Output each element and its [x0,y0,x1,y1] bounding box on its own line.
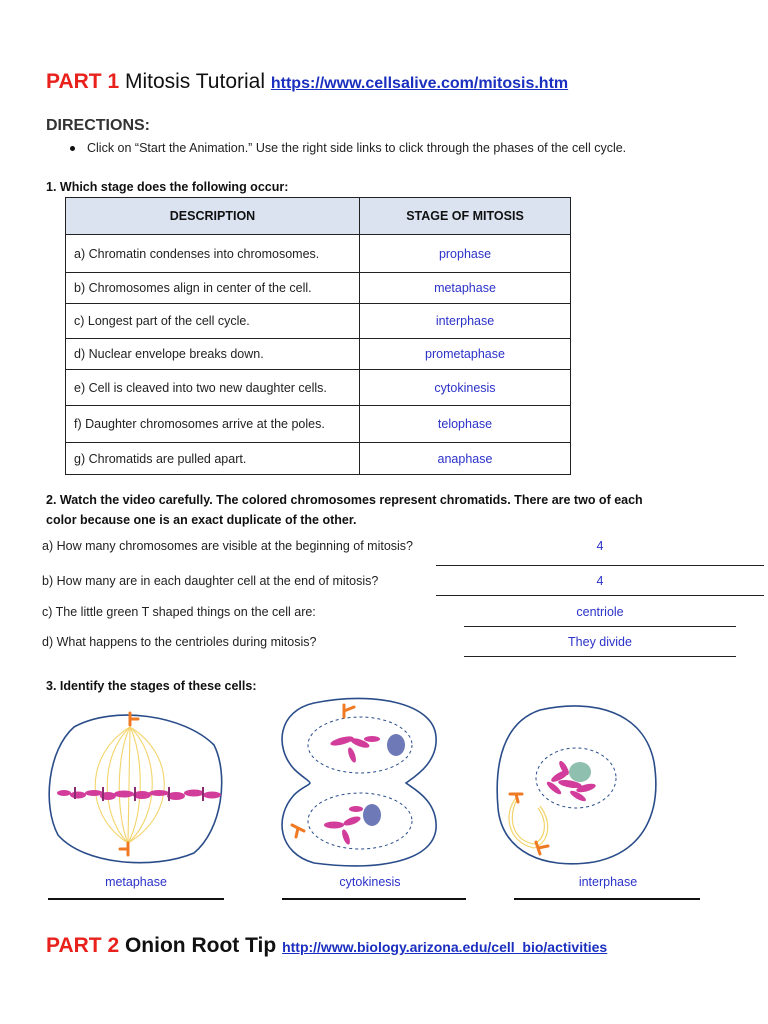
q3-answer-cytokinesis: cytokinesis [339,875,401,889]
directions-heading: DIRECTIONS: [46,117,150,134]
table-row [66,273,571,304]
bullet-dot-icon [70,146,75,151]
stages-table [65,197,571,475]
row-stage: anaphase [360,443,571,475]
q2b-answer: 4 [596,574,604,588]
cytokinesis-cell-illustration [274,697,444,869]
row-stage: telophase [360,406,571,443]
part2-heading [46,934,607,958]
row-description: d) Nuclear envelope breaks down. [66,339,360,370]
row-description: f) Daughter chromosomes arrive at the poles. [66,406,360,443]
table-header-row [66,198,571,235]
q3-question: 3. Identify the stages of these cells: [46,679,257,693]
q3-answer-interphase: interphase [578,875,638,889]
part1-label: PART 1 [46,70,120,93]
table-row [66,406,571,443]
row-stage: cytokinesis [360,370,571,406]
q2a-answer-line [436,565,764,566]
q2b-question: b) How many are in each daughter cell at the end of mitosis? [42,574,379,588]
part1-link[interactable]: https://www.cellsalive.com/mitosis.htm [270,75,569,92]
q2-line1: 2. Watch the video carefully. The colored chromosomes represent chromatids. There are two of each [46,493,643,507]
q2c-answer-line [464,626,736,627]
row-description: e) Cell is cleaved into two new daughter cells. [66,370,360,406]
part2-title: Onion Root Tip [124,934,277,957]
table-row [66,370,571,406]
q3-answer-line-2 [282,898,466,900]
metaphase-cell-illustration [44,705,226,867]
q2a-answer: 4 [596,539,604,553]
table-row [66,235,571,273]
interphase-cell-illustration [494,702,660,866]
directions-text: Click on “Start the Animation.” Use the right side links to click through the phases of the cell cycle. [87,141,627,155]
row-description: a) Chromatin condenses into chromosomes. [66,235,360,273]
q2d-answer: They divide [568,635,632,649]
row-description: b) Chromosomes align in center of the cell. [66,273,360,304]
part2-link[interactable]: http://www.biology.arizona.edu/cell_bio/activities [282,939,608,955]
part1-title: Mitosis Tutorial [124,70,266,93]
q2c-answer: centriole [576,605,624,619]
col-stage-header: STAGE OF MITOSIS [360,198,571,235]
q2a-question: a) How many chromosomes are visible at the beginning of mitosis? [42,539,414,553]
part1-heading [46,70,568,94]
part2-label: PART 2 [46,934,120,957]
row-stage: prometaphase [360,339,571,370]
q3-answer-line-3 [514,898,700,900]
col-description-header: DESCRIPTION [66,198,360,235]
q2c-question: c) The little green T shaped things on the cell are: [42,605,316,619]
q2d-question: d) What happens to the centrioles during mitosis? [42,635,317,649]
row-stage: interphase [360,304,571,339]
row-description: c) Longest part of the cell cycle. [66,304,360,339]
q3-answer-line-1 [48,898,224,900]
q3-answer-metaphase: metaphase [105,875,167,889]
directions-bullet [70,141,626,155]
row-stage: prophase [360,235,571,273]
q1-question: 1. Which stage does the following occur: [46,180,289,194]
row-description: g) Chromatids are pulled apart. [66,443,360,475]
table-row [66,443,571,475]
q2d-answer-line [464,656,736,657]
row-stage: metaphase [360,273,571,304]
q2b-answer-line [436,595,764,596]
q2-line2: color because one is an exact duplicate of the other. [46,513,357,527]
table-row [66,304,571,339]
table-row [66,339,571,370]
